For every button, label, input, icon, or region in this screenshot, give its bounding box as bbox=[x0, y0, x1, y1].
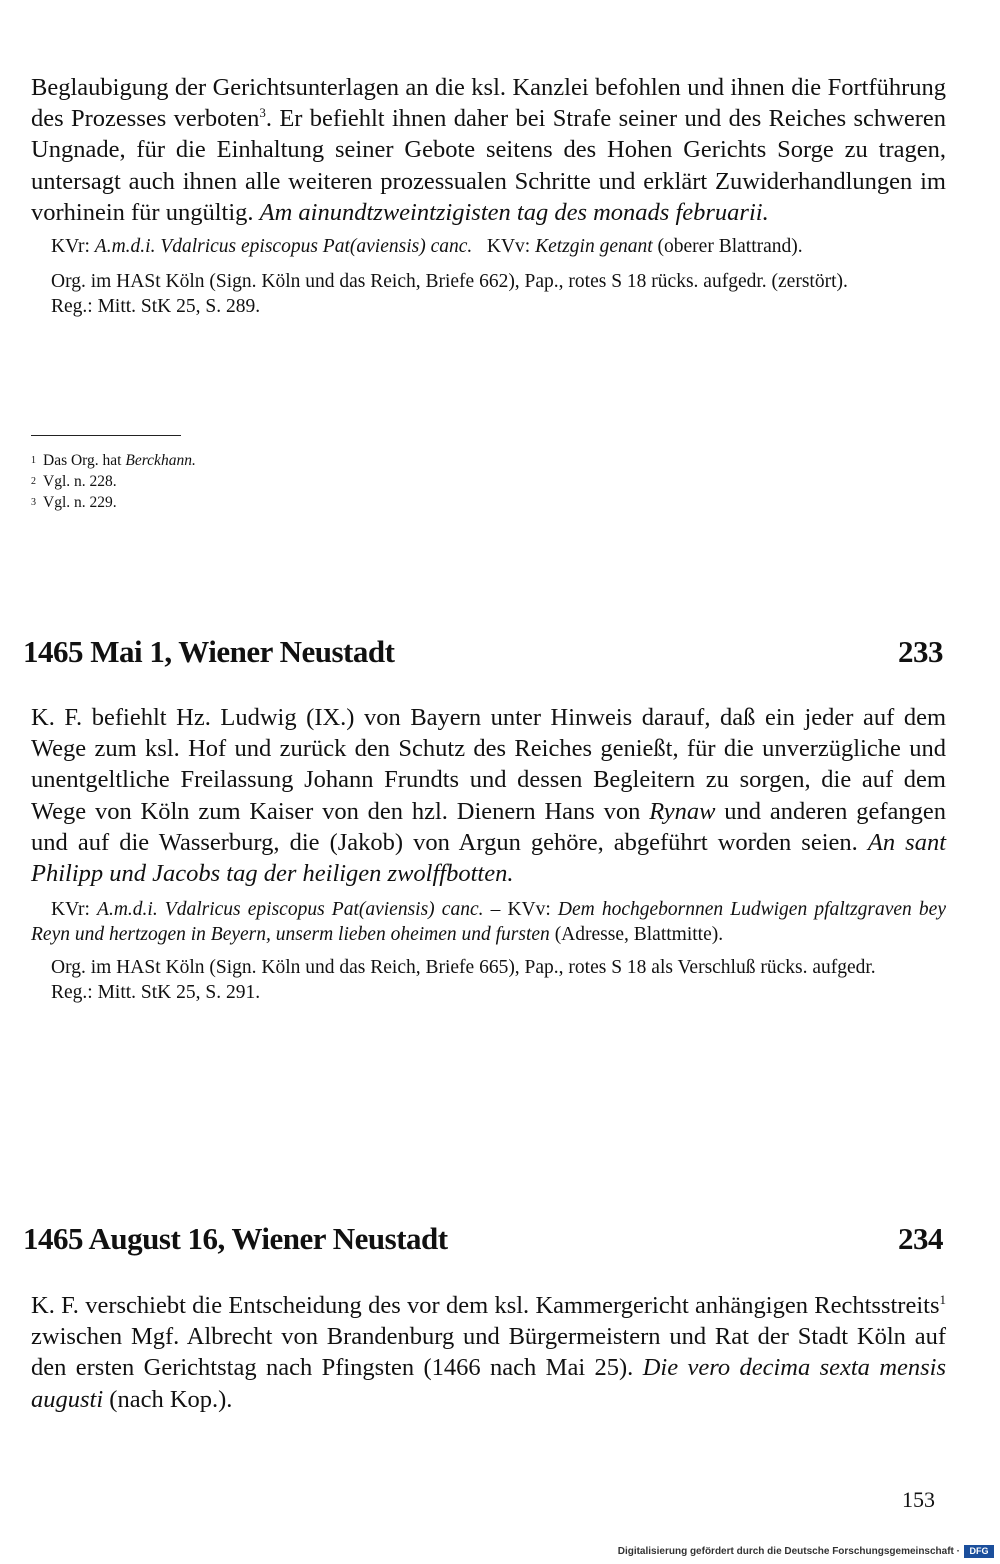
kvv-rest: (Adresse, Blattmitte). bbox=[549, 924, 724, 946]
abstract-text: K. F. verschiebt die Entscheidung des vor dem ksl. Kammergericht anhängigen Rechtsstreits bbox=[31, 1292, 940, 1319]
abstract-text: Beglaubigung der Gerichtsunterlagen an die ksl. Kanzlei befohlen und ihnen die Fortführung des Prozesses verboten bbox=[31, 74, 946, 133]
entry-heading-234 bbox=[23, 1221, 943, 1261]
page-number: 153 bbox=[902, 1487, 935, 1512]
kvv-rest: (oberer Blattrand). bbox=[652, 236, 803, 258]
kvr-label: KVr: bbox=[51, 236, 95, 258]
footnote-number: 2 bbox=[31, 476, 36, 487]
dfg-logo: DFG bbox=[964, 1545, 994, 1558]
footnote bbox=[31, 493, 117, 513]
kvr-label: KVr: bbox=[51, 899, 98, 921]
dating-clause: Am ainundtzweintzigisten tag des monads februarii. bbox=[259, 198, 769, 226]
entry-number: 234 bbox=[898, 1221, 943, 1256]
footnote bbox=[31, 472, 117, 492]
entry-233 bbox=[31, 702, 946, 1005]
entry-number: 233 bbox=[898, 634, 943, 669]
kvr-text: A.m.d.i. Vdalricus episcopus Pat(aviensis) canc. bbox=[94, 236, 473, 258]
footnote-text: Das Org. hat bbox=[43, 452, 126, 469]
kvv-label: KVv: bbox=[472, 236, 536, 258]
abstract-text: . Er befiehlt ihnen daher bei Strafe seiner und des Reiches schweren Ungnade, für die Einhaltung seiner Gebote seitens des Hohen Gerichts Sorge zu tragen, untersagt auch ihnen alle weiteren prozessualen Schritte und erklärt Zuwiderhandlungen im vorhinein für ungültig. bbox=[31, 105, 946, 226]
footnote-number: 3 bbox=[31, 497, 36, 508]
credit-text: Digitalisierung gefördert durch die Deutsche Forschungsgemeinschaft · bbox=[617, 1545, 960, 1557]
footnote-ref: 3 bbox=[259, 105, 266, 121]
kvv-text: Ketzgin genant bbox=[535, 236, 653, 258]
dating-clause: Die vero decima sexta mensis augusti bbox=[31, 1354, 947, 1413]
dating-clause: An sant Philipp und Jacobs tag der heiligen zwolffbotten. bbox=[31, 828, 947, 888]
chancery-notes bbox=[31, 897, 946, 947]
abstract-text: zwischen Mgf. Albrecht von Brandenburg und Bürgermeistern und Rat der Stadt Köln auf den ersten Gerichtstag nach Pfingsten (1466 nach Mai 25). bbox=[31, 1323, 946, 1382]
kvv-text: Dem hochgebornnen Ludwigen pfaltzgraven bey Reyn und hertzogen in Beyern, unserm lieben oheimen und fursten bbox=[31, 899, 946, 946]
kvv-label: – KVv: bbox=[483, 899, 558, 921]
original-source: Org. im HASt Köln (Sign. Köln und das Reich, Briefe 665), Pap., rotes S 18 als Verschluß rücks. aufgedr. bbox=[51, 957, 876, 979]
continued-entry bbox=[31, 72, 946, 319]
digitization-credit bbox=[618, 1544, 994, 1558]
entry-234 bbox=[31, 1290, 946, 1415]
entry-date-place: 1465 August 16, Wiener Neustadt bbox=[23, 1221, 448, 1256]
footnote-ref: 1 bbox=[939, 1291, 946, 1307]
original-source: Org. im HASt Köln (Sign. Köln und das Reich, Briefe 662), Pap., rotes S 18 rücks. aufgedr. (zerstört). bbox=[51, 271, 848, 293]
regest-reference: Reg.: Mitt. StK 25, S. 291. bbox=[51, 982, 261, 1004]
entry-abstract bbox=[31, 702, 946, 889]
kvr-text: A.m.d.i. Vdalricus episcopus Pat(aviensis) canc. bbox=[97, 899, 484, 921]
abstract-text: (nach Kop.). bbox=[103, 1385, 233, 1413]
regest-reference: Reg.: Mitt. StK 25, S. 289. bbox=[51, 296, 261, 318]
footnote bbox=[31, 451, 196, 471]
continued-abstract bbox=[31, 72, 946, 228]
abstract-text: und anderen gefangen und auf die Wasserburg, die (Jakob) von Argun gehöre, abgeführt worden seien. bbox=[31, 797, 946, 856]
footnote-text: Vgl. n. 229. bbox=[43, 494, 117, 511]
footnote-text: Vgl. n. 228. bbox=[43, 473, 117, 490]
chancery-notes bbox=[31, 234, 946, 259]
abstract-text: K. F. befiehlt Hz. Ludwig (IX.) von Bayern unter Hinweis darauf, daß ein jeder auf dem Wege zum ksl. Hof und zurück den Schutz des Reiches genießt, für die unverzügliche und unentgeltliche Freilassung Johann Frundts und dessen Begleitern zu sorgen, die auf dem Wege von Köln zum Kaiser von den hzl. Dienern Hans von bbox=[31, 704, 946, 825]
abstract-italic: Rynaw bbox=[649, 797, 716, 825]
footnote-divider bbox=[31, 435, 181, 436]
entry-abstract bbox=[31, 1290, 946, 1415]
entry-heading-233 bbox=[23, 634, 943, 674]
entry-date-place: 1465 Mai 1, Wiener Neustadt bbox=[23, 634, 395, 669]
footnote-number: 1 bbox=[31, 455, 36, 466]
footnote-italic: Berckhann. bbox=[125, 452, 196, 469]
